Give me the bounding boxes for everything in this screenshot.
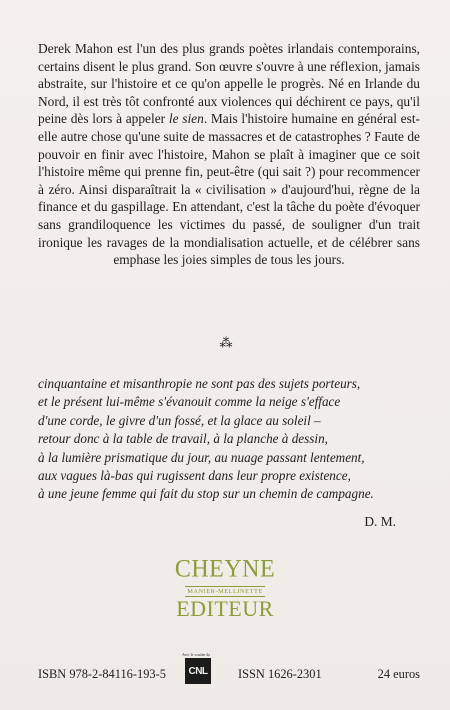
publisher-name: CHEYNE: [174, 555, 276, 583]
cnl-support-logo: [181, 653, 212, 684]
publisher-logo: [0, 555, 450, 621]
poem-line: retour donc à la table de travail, à la planche à dessin,: [38, 431, 328, 447]
cnl-caption: Avec le soutien du: [181, 653, 211, 657]
publisher-label: EDITEUR: [176, 596, 274, 621]
cnl-logo-icon: CNL: [185, 658, 211, 684]
poem-line: cinquantaine et misanthropie ne sont pas des sujets porteurs,: [38, 376, 361, 391]
blurb-emphasis: le sien: [168, 111, 204, 127]
poem-line: d'une corde, le givre d'un fossé, et la glace au soleil –: [38, 412, 321, 428]
publisher-subtitle: MANIER-MELLINETTE: [187, 588, 263, 595]
asterism-separator: ⁂: [219, 335, 231, 350]
poem-line: à une jeune femme qui fait du stop sur un chemin de campagne.: [38, 486, 374, 502]
blurb-paragraph-end: . Mais l'histoire humaine en général est-elle autre chose qu'une suite de massacres et de catastrophes ? Faute de pouvoir en finir avec l'histoire, Mahon se plaît à imaginer que ce soit l'histoire même qui prenne fin, peut-être (qui sait ?) pour recommencer à zéro. Ainsi disparaîtrait la « civilisation » d'aujourd'hui, règne de la finance et du gaspillage. En attendant, c'est la tâche du poète d'évoquer sans grandiloquence les victimes du passé, de souligner d'un trait ironique les ravages de la mondialisation actuelle, et de célébrer sans emphase les joies simples de tous les jours.: [38, 111, 420, 268]
blurb-text: [38, 40, 420, 269]
poem-line: à la lumière prismatique du jour, au nuage passant lentement,: [38, 449, 365, 465]
issn-number: ISSN 1626-2301: [238, 667, 322, 681]
poem-line: aux vagues là-bas qui rugissent dans leur propre existence,: [38, 468, 351, 484]
blurb-paragraph-start: Derek Mahon est l'un des plus grands poètes irlandais contemporains, certains disent le plus grand. Son œuvre s'ouvre à une réflexion, jamais abstraite, sur l'histoire et ce qu'on appelle le progrès. Né en Irlande du Nord, il est très tôt confronté aux violences qui déchirent ce pays, qu'il peine dès lors à appeler: [38, 41, 420, 127]
poem-line: et le présent lui-même s'évanouit comme la neige s'efface: [38, 394, 341, 410]
isbn-number: ISBN 978-2-84116-193-5: [38, 667, 166, 681]
author-initials: D. M.: [364, 514, 396, 529]
price: 24 euros: [377, 667, 420, 681]
blurb-paragraph: [38, 40, 420, 269]
footer-row: [38, 653, 420, 693]
poem-excerpt: [38, 375, 420, 504]
